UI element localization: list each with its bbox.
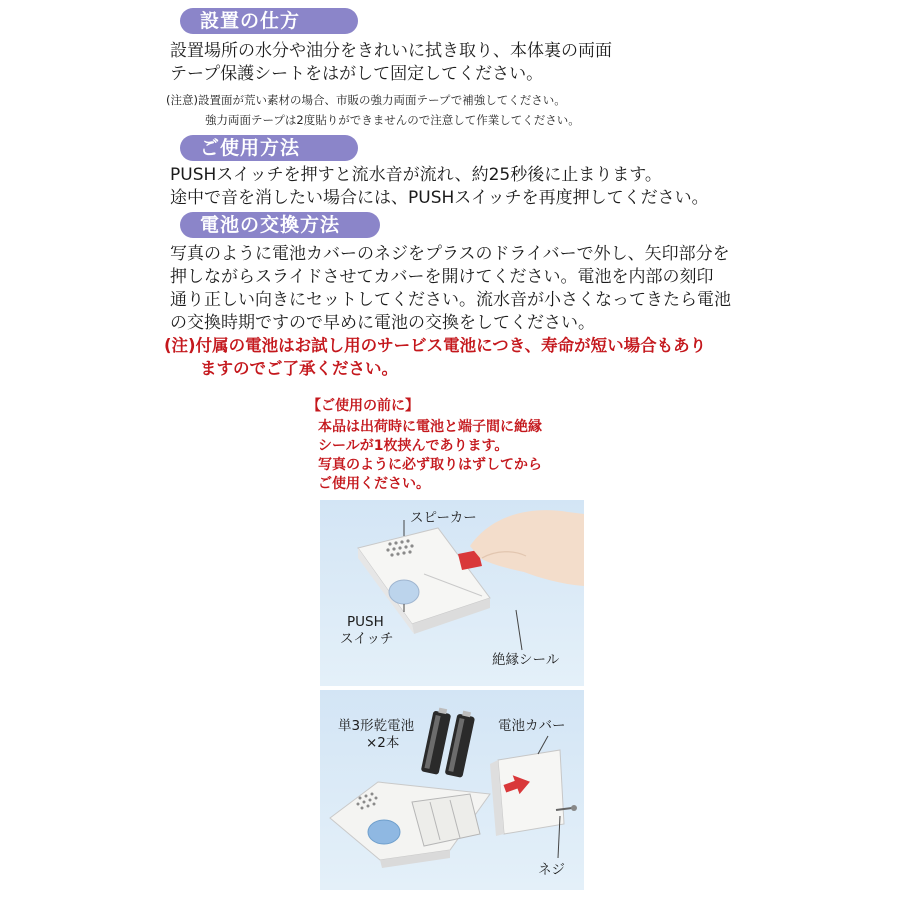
section-heading-usage: ご使用方法 [180,135,358,161]
battery-warning-line1: (注)付属の電池はお試し用のサービス電池につき、寿命が短い場合もあり [164,336,707,355]
label-speaker: スピーカー [410,510,477,526]
before-use-line1: 本品は出荷時に電池と端子間に絶縁 [318,419,542,435]
install-note-line1: (注意)設置面が荒い素材の場合、市販の強力両面テープで補強してください。 [166,93,566,107]
label-screw: ネジ [538,862,565,878]
section-heading-battery: 電池の交換方法 [180,212,380,238]
before-use-line4: ご使用ください。 [318,476,430,492]
battery-warning-line2: ますのでご了承ください。 [200,359,398,378]
install-note-line2: 強力両面テープは2度貼りができませんので注意して作業してください。 [205,113,580,127]
label-push-switch-line2: スイッチ [340,631,394,647]
install-text-line2: テープ保護シートをはがして固定してください。 [170,64,544,84]
label-battery-cover: 電池カバー [498,718,566,734]
before-use-line2: シールが1枚挟んであります。 [318,438,509,454]
battery-text-line3: 通り正しい向きにセットしてください。流水音が小さくなってきたら電池 [170,290,731,310]
before-use-line3: 写真のように必ず取りはずしてから [318,457,542,473]
section-heading-install: 設置の仕方 [180,8,358,34]
usage-text-line2: 途中で音を消したい場合には、PUSHスイッチを再度押してください。 [170,188,709,208]
battery-text-line4: の交換時期ですので早めに電池の交換をしてください。 [170,313,595,333]
photo-insulation-seal [320,500,584,686]
battery-text-line2: 押しながらスライドさせてカバーを開けてください。電池を内部の刻印 [170,267,714,287]
battery-text-line1: 写真のように電池カバーのネジをプラスのドライバーで外し、矢印部分を [170,244,730,264]
install-text-line1: 設置場所の水分や油分をきれいに拭き取り、本体裏の両面 [170,41,612,61]
usage-text-line1: PUSHスイッチを押すと流水音が流れ、約25秒後に止まります。 [170,165,662,185]
label-push-switch-line1: PUSH [347,614,384,630]
photo-battery-compartment [320,690,584,890]
label-insulation-seal: 絶縁シール [492,652,560,668]
label-aa-batteries-line1: 単3形乾電池 [338,718,415,734]
before-use-title: 【ご使用の前に】 [307,398,419,414]
label-aa-batteries-line2: ×2本 [366,735,400,751]
